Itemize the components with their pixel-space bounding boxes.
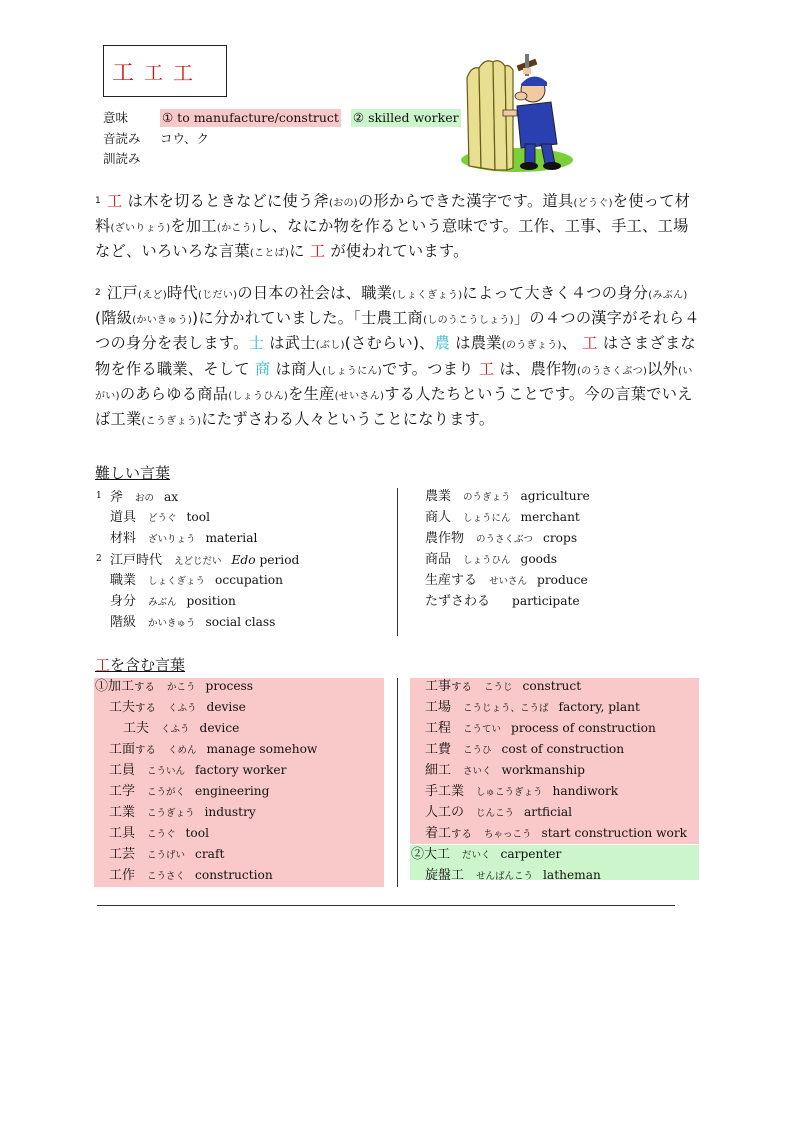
kanji-shou: 商 [255, 359, 271, 378]
vocab-english: crops [543, 531, 578, 545]
word-reading: せんばんこう [476, 871, 534, 882]
meaning-row [103, 109, 461, 127]
paragraph-1 [95, 190, 701, 266]
vocab-reading: どうぐ [148, 513, 177, 524]
kanji-form-1: 工 [112, 60, 135, 86]
text: を使って材料 [95, 192, 691, 236]
word-reading: こうさく [147, 871, 186, 882]
vocab-row [96, 549, 299, 570]
word-row [425, 802, 572, 823]
word-section-marker: ① [95, 679, 109, 694]
reading: (かこう) [216, 223, 257, 235]
paragraph-number: 1 [95, 196, 102, 206]
text: は、農作物 [494, 359, 577, 378]
word-row [109, 739, 317, 760]
paragraph-number: 2 [95, 288, 102, 298]
reading: (どうぐ) [573, 198, 613, 209]
word-reading: くめん [168, 745, 197, 756]
word-row [425, 865, 601, 886]
vocab-reading: のうぎょう [463, 492, 511, 503]
word-reading: さいく [463, 766, 492, 777]
word-suffix: する [451, 828, 473, 840]
reading: (しょくぎょう) [392, 290, 463, 301]
vocab-reading: ざいりょう [148, 534, 196, 545]
word-row [109, 802, 256, 823]
word-term: 旋盤工 [425, 868, 465, 883]
kanji-shi: 士 [248, 334, 265, 353]
text: はさまざまな物を作る職業、そして [95, 334, 696, 378]
word-english: construction [195, 868, 273, 882]
reading: (みぶん) [648, 290, 688, 301]
kanji-nou: 農 [434, 334, 451, 353]
word-row [425, 760, 585, 781]
word-term: 工夫 [109, 700, 136, 715]
vocab-term: 階級 [110, 615, 137, 630]
word-english: factory worker [195, 763, 287, 777]
reading: (のうさくぶつ) [576, 365, 648, 377]
kunyomi-label: 訓読み [103, 151, 141, 166]
text: によって大きく４つの身分 [462, 284, 649, 302]
vocab-english: goods [520, 552, 558, 566]
vocab-term: 農業 [425, 489, 452, 504]
vocab-term: 生産する [425, 573, 478, 588]
bottom-rule [97, 905, 675, 906]
vocab-reading: えどじだい [174, 556, 222, 567]
word-reading: かこう [167, 682, 196, 693]
word-english: process of construction [511, 721, 656, 735]
vocab-english: occupation [215, 573, 283, 587]
word-suffix: する [135, 744, 157, 756]
word-term: 加工 [108, 679, 135, 694]
text: が使われています。 [325, 242, 469, 261]
word-reading: しゅこうぎょう [476, 787, 543, 798]
word-row [425, 676, 581, 697]
word-reading: こうてい [463, 724, 502, 735]
word-english: industry [204, 805, 256, 819]
word-term: 人工の [425, 805, 465, 820]
word-english: factory, plant [558, 700, 640, 714]
vocab-row [425, 570, 588, 591]
text: の形からできた漢字です。道具 [358, 192, 574, 210]
vocab-term: 身分 [110, 594, 137, 609]
text: し、なにか物を作るという意味です。工作、工事、手工、工場 など、いろいろな言葉 [95, 217, 689, 261]
text: 江戸 [107, 284, 139, 302]
vocab-reading: のうさくぶつ [476, 534, 534, 545]
word-row [123, 718, 239, 739]
vocab-english: tool [186, 510, 211, 524]
kanji-form-3: 工 [173, 60, 194, 85]
word-row [109, 697, 246, 718]
text: にたずさわる人々ということになります。 [201, 410, 495, 429]
word-row [109, 823, 209, 844]
title-rest: を含む言葉 [110, 656, 186, 674]
word-english: tool [185, 826, 210, 840]
text: のあらゆる商品 [119, 384, 229, 403]
word-english: process [205, 679, 254, 693]
meaning-1: ① to manufacture/construct [162, 110, 339, 125]
vocab-reading: しょうにん [463, 513, 511, 524]
vocab-term: 材料 [110, 531, 137, 546]
reading: (かいきゅう) [132, 315, 193, 327]
vocab-term: 農作物 [425, 531, 465, 546]
word-english: craft [195, 847, 225, 861]
word-reading: じんこう [476, 808, 515, 819]
onyomi-row [103, 130, 209, 148]
word-term: 工学 [109, 784, 136, 799]
text: 」の４つの漢字がそれら４つの身分を表します。 [95, 309, 700, 353]
word-reading: こういん [147, 766, 186, 777]
vocab-row [96, 507, 210, 528]
word-row [425, 718, 656, 739]
word-suffix: する [135, 702, 157, 714]
meaning-2: ② skilled worker [352, 110, 459, 125]
reading: (おの) [329, 198, 359, 209]
word-term: 大工 [424, 847, 451, 862]
kanji-highlight: 工 [107, 192, 123, 210]
word-english: carpenter [500, 847, 562, 861]
difficult-words-title: 難しい言葉 [95, 464, 171, 482]
vocab-english: ax [164, 490, 179, 504]
vocab-row [425, 486, 590, 507]
word-reading: くふう [168, 703, 197, 714]
word-section-marker: ② [411, 847, 425, 862]
reading: (のうぎょう) [501, 340, 562, 352]
column-divider [397, 678, 398, 887]
word-english: artficial [524, 805, 573, 819]
reading: (ことば) [249, 248, 290, 260]
text: は武士 [264, 334, 316, 353]
reading: (いがい) [95, 365, 693, 402]
vocab-row [96, 486, 178, 507]
word-reading: こうひ [463, 745, 492, 756]
word-english: construct [522, 679, 582, 693]
word-term: 工員 [109, 763, 136, 778]
word-reading: こうぎょう [147, 808, 195, 819]
word-suffix: する [134, 681, 156, 693]
word-english: workmanship [501, 763, 585, 777]
text: の日本の社会は、職業 [237, 284, 393, 302]
kanji-form-2: 工 [144, 61, 164, 84]
vocab-english: produce [537, 573, 588, 587]
text: を加工 [170, 217, 217, 236]
text: に [289, 242, 310, 261]
word-row [109, 844, 224, 865]
word-row [109, 760, 286, 781]
text: する人たちということです。今の言葉でいえば工業 [95, 384, 693, 429]
vocab-english-italic: Edo [231, 553, 256, 567]
vocab-row [425, 528, 577, 549]
word-english: device [199, 721, 240, 735]
reading: (しょうひん) [228, 390, 289, 402]
word-row [109, 781, 269, 802]
vocab-english: social class [205, 615, 276, 629]
text: 、 [561, 334, 583, 353]
text: 以外 [647, 359, 679, 378]
text: を生産 [288, 384, 335, 403]
vocab-number: 1 [96, 491, 102, 501]
kanji-highlight: 工 [478, 359, 495, 378]
vocab-reading: みぶん [148, 597, 177, 608]
word-row [425, 739, 624, 760]
word-english: start construction work [541, 826, 688, 840]
vocab-row [425, 549, 557, 570]
text: です。つまり [382, 359, 479, 378]
vocab-term: 職業 [110, 573, 137, 588]
word-term: 工事 [425, 679, 452, 694]
word-term: 工業 [109, 805, 136, 820]
vocab-reading: しょくぎょう [148, 576, 206, 587]
onyomi-value: コウ、ク [160, 131, 210, 146]
word-english: engineering [195, 784, 270, 798]
column-divider [397, 488, 398, 636]
paragraph-2 [95, 282, 701, 433]
text: (さむらい)、 [344, 334, 435, 353]
reading: (じだい) [198, 290, 238, 301]
vocab-row [96, 570, 283, 591]
word-reading: こうじょう、こうば [463, 703, 549, 714]
vocab-row [425, 507, 580, 528]
vocab-term: たずさわる [425, 594, 491, 609]
vocab-number: 2 [96, 554, 102, 564]
word-term: 工場 [425, 700, 452, 715]
carpenter-illustration [455, 40, 585, 178]
word-term: 工芸 [109, 847, 136, 862]
word-term: 工面 [109, 742, 136, 757]
vocab-reading: しょうひん [463, 555, 511, 566]
word-reading: くふう [161, 724, 190, 735]
reading: (せいさん) [334, 390, 385, 402]
vocab-row [96, 612, 275, 633]
word-term: 細工 [425, 763, 452, 778]
reading: (こうぎょう) [141, 416, 202, 428]
word-term: 工費 [425, 742, 452, 757]
vocab-reading: かいきゅう [148, 618, 196, 629]
word-term: 着工 [425, 826, 452, 841]
word-english: cost of construction [501, 742, 625, 756]
vocab-reading: おの [135, 493, 155, 504]
vocab-row [96, 528, 257, 549]
kanji-highlight: 工 [309, 242, 326, 261]
onyomi-label: 音読み [103, 131, 141, 146]
vocab-row [425, 591, 580, 612]
word-row [95, 676, 253, 697]
vocab-reading: せいさん [489, 576, 528, 587]
vocab-row [96, 591, 236, 612]
kunyomi-row [103, 150, 160, 168]
word-row [411, 844, 561, 865]
vocab-term: 商人 [425, 510, 452, 525]
word-term: 工作 [109, 868, 136, 883]
word-reading: こうぐ [147, 829, 176, 840]
word-english: devise [206, 700, 246, 714]
word-english: manage somehow [206, 742, 318, 756]
word-term: 工程 [425, 721, 452, 736]
vocab-term: 江戸時代 [110, 553, 163, 568]
word-reading: ちゃっこう [484, 829, 532, 840]
word-reading: こうがく [147, 787, 186, 798]
vocab-english: Edo period [231, 553, 300, 567]
kanji-highlight: 工 [582, 334, 598, 353]
vocab-term: 商品 [425, 552, 452, 567]
word-row [425, 781, 618, 802]
reading: (えど) [138, 290, 168, 301]
word-term: 手工業 [425, 784, 465, 799]
word-suffix: する [451, 681, 473, 693]
word-row [425, 823, 687, 844]
word-reading: こうじ [484, 682, 513, 693]
meaning-label: 意味 [103, 110, 129, 125]
vocab-english: material [205, 531, 258, 545]
title-kanji: 工 [95, 656, 111, 674]
word-english: handiwork [552, 784, 619, 798]
reading: (しょうにん) [322, 365, 383, 377]
word-english: latheman [543, 868, 601, 882]
word-reading: こうげい [147, 850, 186, 861]
words-with-kanji-title [95, 654, 185, 675]
reading: (しのうこうしょう) [423, 315, 514, 327]
vocab-term: 斧 [110, 490, 124, 505]
text: (階級 [95, 309, 133, 328]
text: は商人 [270, 359, 323, 378]
word-term: 工具 [109, 826, 136, 841]
word-reading: だいく [462, 850, 491, 861]
vocab-english: position [186, 594, 236, 608]
vocab-term: 道具 [110, 510, 137, 525]
vocab-english: merchant [520, 510, 580, 524]
word-row [109, 865, 273, 886]
vocab-english: participate [512, 594, 580, 608]
vocab-english: agriculture [520, 489, 590, 503]
text: は農業 [450, 334, 502, 353]
reading: (ぶし) [315, 340, 345, 352]
word-row [425, 697, 640, 718]
reading: (ざいりょう) [110, 223, 171, 235]
kanji-display-box [103, 45, 227, 97]
text: は木を切るときなどに使う斧 [122, 192, 329, 210]
text: 時代 [167, 284, 199, 302]
text: )に分かれていました。「士農工商 [192, 309, 424, 328]
word-term: 工夫 [123, 721, 150, 736]
